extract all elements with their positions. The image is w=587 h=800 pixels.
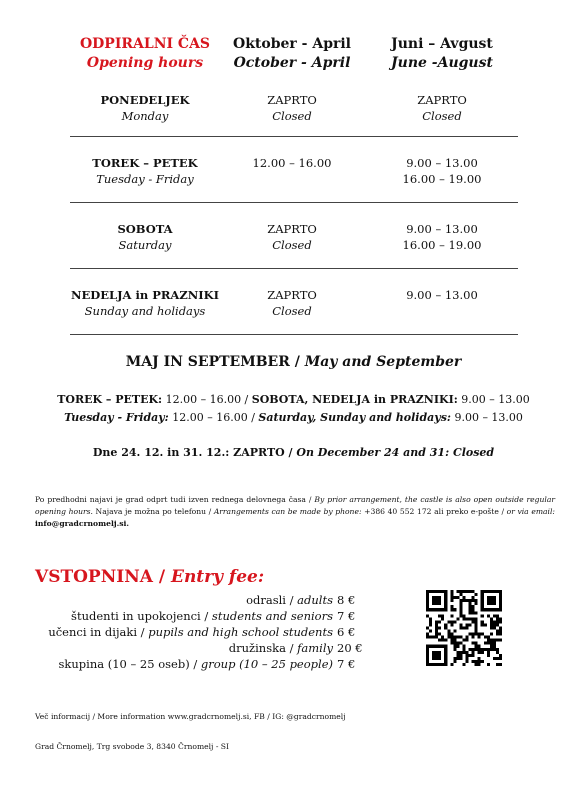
col2-sl: Juni – Avgust (391, 36, 493, 52)
fee-row: družinska / family 20 € (35, 640, 367, 656)
fee-row: učenci in dijaki / pupils and high school students 6 € (35, 624, 367, 640)
fee-price: 20 € (337, 641, 363, 655)
fee-price: 7 € (337, 609, 356, 623)
row-sunday-summer: 9.00 – 13.00 (406, 288, 478, 302)
fee-price: 6 € (337, 625, 356, 639)
fee-row: odrasli / adults 8 € (35, 592, 367, 608)
col1-en: October - April (233, 55, 351, 71)
title-sl: ODPIRALNI ČAS (79, 36, 211, 52)
fee-price: 7 € (337, 657, 356, 671)
row-day-saturday: SOBOTA Saturday (117, 222, 173, 252)
fee-price: 8 € (337, 593, 356, 607)
row-day-tue-fri: TOREK – PETEK Tuesday - Friday (92, 156, 198, 186)
may-september-title: MAJ IN SEPTEMBER / May and September (125, 354, 462, 370)
entry-fee-title: VSTOPNINA / Entry fee: (35, 567, 265, 587)
row-monday-winter: ZAPRTO Closed (267, 93, 317, 123)
row-day-monday: PONEDELJEK Monday (100, 93, 190, 123)
table-divider (70, 268, 518, 269)
address-line: Grad Črnomelj, Trg svobode 3, 8340 Črnomelj - SI (35, 742, 230, 751)
row-monday-summer: ZAPRTO Closed (417, 93, 467, 123)
row-tue-fri-winter: 12.00 – 16.00 (252, 156, 332, 170)
table-divider (70, 334, 518, 335)
table-divider (70, 202, 518, 203)
title-en: Opening hours (86, 55, 204, 71)
may-september-line-sl: TOREK – PETEK: 12.00 – 16.00 / SOBOTA, NEDELJA in PRAZNIKI: 9.00 – 13.00 (57, 393, 530, 406)
opening-hours-title (60, 35, 230, 73)
table-divider (70, 136, 518, 137)
email-link[interactable]: info@gradcrnomelj.si. (35, 519, 130, 528)
column-header-summer (372, 35, 512, 73)
row-tue-fri-summer: 9.00 – 13.00 16.00 – 19.00 (402, 156, 482, 186)
may-september-line-en: Tuesday - Friday: 12.00 – 16.00 / Saturday, Sunday and holidays: 9.00 – 13.00 (64, 411, 523, 424)
more-info-line: Več informacij / More information www.gradcrnomelj.si, FB / IG: @gradcrnomelj (35, 712, 346, 721)
arrangement-note: Po predhodni najavi je grad odprt tudi izven rednega delovnega časa / By prior arrangement, the castle is also open outside regular opening hours. Najava je možna po telefonu / Arrangements can be made by phone: +386 40 552 172 ali preko e-pošte / or via email: info@gradcrnomelj.si. (35, 495, 556, 528)
row-day-sunday: NEDELJA in PRAZNIKI Sunday and holidays (71, 288, 219, 318)
fee-list (35, 592, 367, 672)
row-sunday-winter: ZAPRTO Closed (267, 288, 317, 318)
fee-row: skupina (10 – 25 oseb) / group (10 – 25 people) 7 € (35, 656, 367, 672)
row-saturday-winter: ZAPRTO Closed (267, 222, 317, 252)
col1-sl: Oktober - April (233, 36, 351, 52)
column-header-winter (222, 35, 362, 73)
row-saturday-summer: 9.00 – 13.00 16.00 – 19.00 (402, 222, 482, 252)
qr-code-icon (426, 590, 502, 666)
fee-row: študenti in upokojenci / students and seniors 7 € (35, 608, 367, 624)
col2-en: June -August (391, 55, 493, 71)
holiday-closure: Dne 24. 12. in 31. 12.: ZAPRTO / On December 24 and 31: Closed (92, 446, 495, 459)
